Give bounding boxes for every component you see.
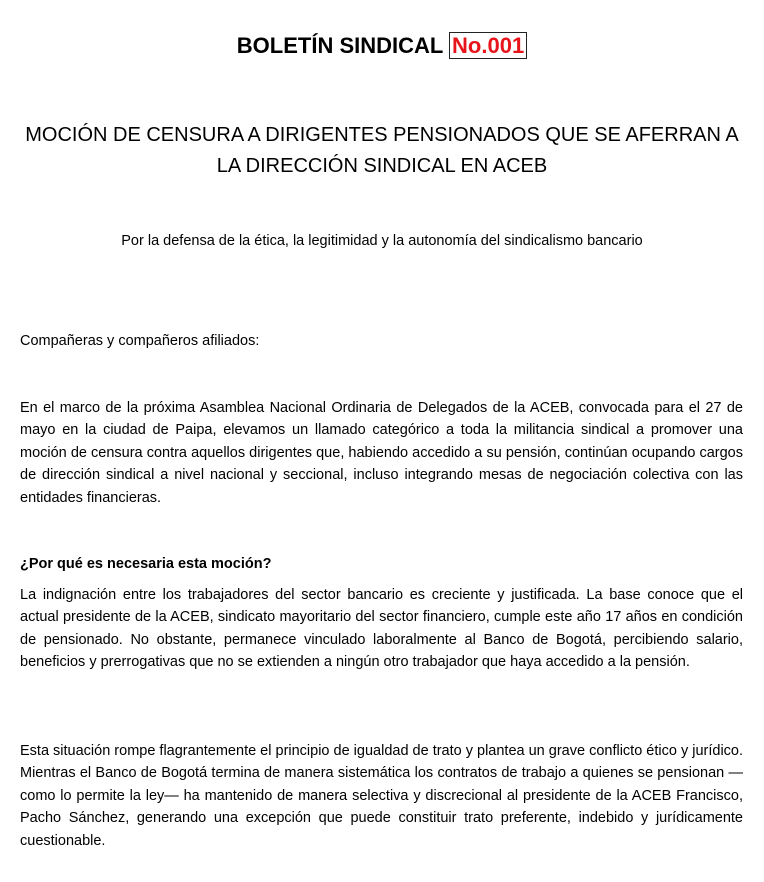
greeting: Compañeras y compañeros afiliados: bbox=[20, 333, 260, 349]
paragraph-indignation: La indignación entre los trabajadores del sector bancario es creciente y justificada. La base conoce que el actual presidente de la ACEB, sindicato mayoritario del sector financiero, cumple este año 17 años en condición de pensionado. No obstante, permanece vinculado laboralmente al Banco de Bogotá, percibiendo salario, beneficios y prerrogativas que no se extienden a ningún otro trabajador que haya accedido a la pensión. bbox=[20, 587, 743, 671]
section-heading: ¿Por qué es necesaria esta moción? bbox=[20, 556, 272, 572]
document-heading: MOCIÓN DE CENSURA A DIRIGENTES PENSIONADOS QUE SE AFERRAN A LA DIRECCIÓN SINDICAL EN ACEB bbox=[25, 124, 739, 177]
paragraph-intro: En el marco de la próxima Asamblea Nacional Ordinaria de Delegados de la ACEB, convocada para el 27 de mayo en la ciudad de Paipa, elevamos un llamado categórico a toda la militancia sindical a promover una moción de censura contra aquellos dirigentes que, habiendo accedido a su pensión, continúan ocupando cargos de dirección sindical a nivel nacional y seccional, incluso integrando mesas de negociación colectiva con las entidades financieras. bbox=[20, 400, 743, 506]
bulletin-title bbox=[0, 30, 764, 62]
document-subtitle: Por la defensa de la ética, la legitimidad y la autonomía del sindicalismo bancario bbox=[121, 233, 643, 249]
paragraph-situation: Esta situación rompe flagrantemente el principio de igualdad de trato y plantea un grave conflicto ético y jurídico. Mientras el Banco de Bogotá termina de manera sistemática los contratos de trabajo a quienes se pensionan —como lo permite la ley— ha mantenido de manera selectiva y discrecional al presidente de la ACEB Francisco, Pacho Sánchez, generando una excepción que puede constituir trato preferente, indebido y jurídicamente cuestionable. bbox=[20, 743, 744, 849]
bulletin-number: No.001 bbox=[449, 32, 527, 59]
bulletin-title-text: BOLETÍN SINDICAL bbox=[236, 33, 450, 58]
